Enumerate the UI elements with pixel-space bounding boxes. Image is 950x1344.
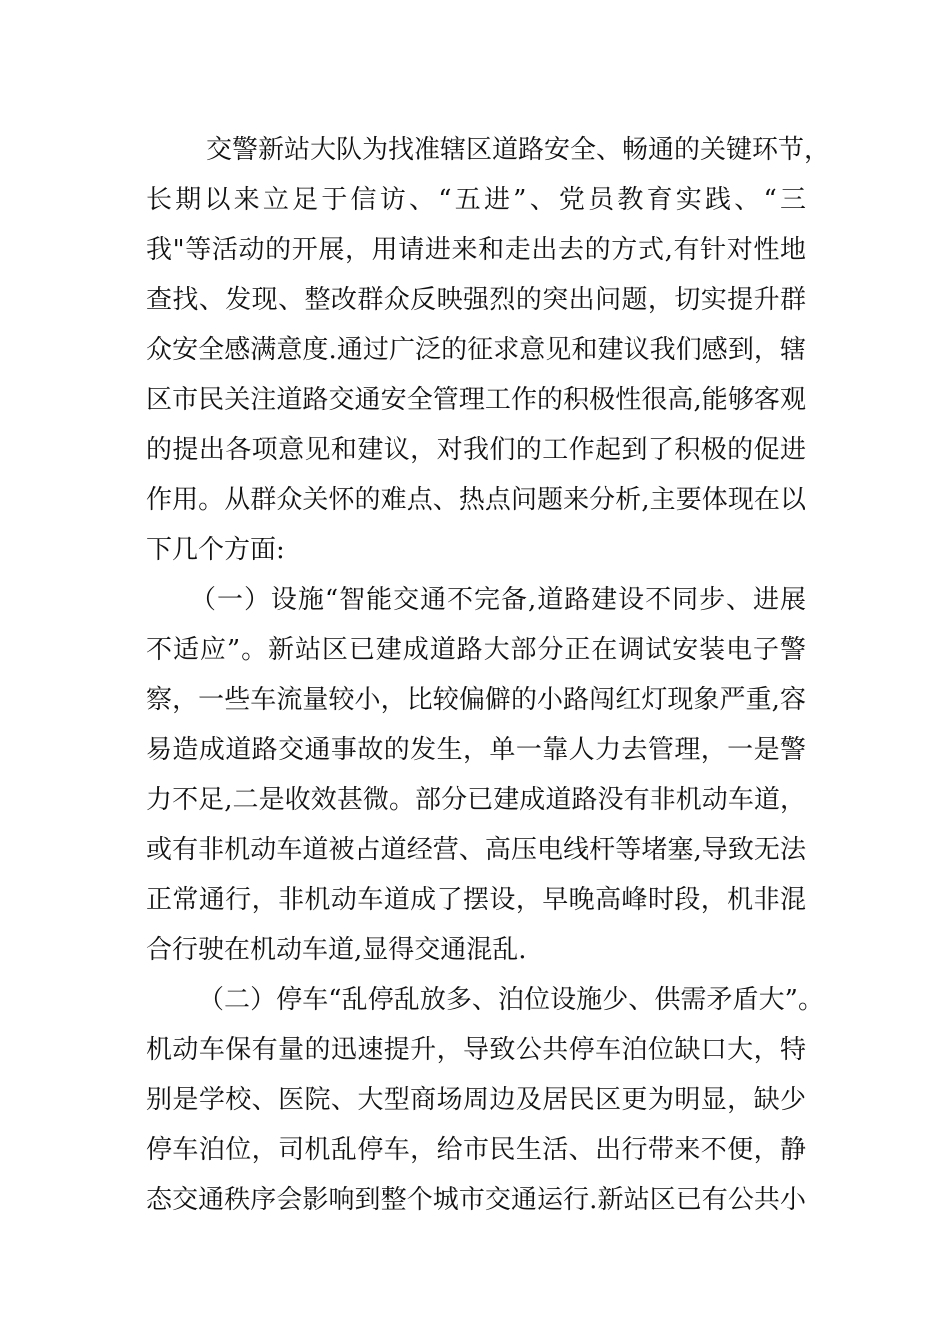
text-line-14: 力不足,二是收效甚微。部分已建成道路没有非机动车道，: [146, 785, 806, 815]
text-line-17: 合行驶在机动车道,显得交通混乱.: [146, 935, 527, 965]
text-line-1: 交警新站大队为找准辖区道路安全、畅通的关键环节，: [206, 135, 831, 165]
text-line-4: 查找、发现、整改群众反映强烈的突出问题，切实提升群: [146, 285, 806, 315]
text-line-11: 不适应”。新站区已建成道路大部分正在调试安装电子警: [146, 635, 806, 665]
text-line-12: 察，一些车流量较小，比较偏僻的小路闯红灯现象严重,容: [146, 685, 806, 715]
text-line-5: 众安全感满意度.通过广泛的征求意见和建议我们感到，辖: [146, 335, 806, 365]
text-line-6: 区市民关注道路交通安全管理工作的积极性很高,能够客观: [146, 385, 806, 415]
text-line-16: 正常通行，非机动车道成了摆设，早晚高峰时段，机非混: [146, 885, 806, 915]
text-line-13: 易造成道路交通事故的发生，单一靠人力去管理，一是警: [146, 735, 806, 765]
text-line-7: 的提出各项意见和建议，对我们的工作起到了积极的促进: [146, 435, 806, 465]
text-line-19: 机动车保有量的迅速提升，导致公共停车泊位缺口大，特: [146, 1035, 806, 1065]
text-line-2: 长期以来立足于信访、“五进”、党员教育实践、“三: [146, 185, 806, 215]
text-line-10: （一）设施“智能交通不完备,道路建设不同步、进展: [190, 585, 806, 615]
text-line-21: 停车泊位，司机乱停车，给市民生活、出行带来不便，静: [146, 1135, 806, 1165]
text-line-8: 作用。从群众关怀的难点、热点问题来分析,主要体现在以: [146, 485, 806, 515]
text-line-3: 我"等活动的开展，用请进来和走出去的方式,有针对性地: [146, 235, 806, 265]
text-line-15: 或有非机动车道被占道经营、高压电线杆等堵塞,导致无法: [146, 835, 806, 865]
text-line-18: （二）停车“乱停乱放多、泊位设施少、供需矛盾大”。: [198, 985, 824, 1015]
text-line-20: 别是学校、医院、大型商场周边及居民区更为明显，缺少: [146, 1085, 806, 1115]
text-line-22: 态交通秩序会影响到整个城市交通运行.新站区已有公共小: [146, 1185, 806, 1215]
text-line-9: 下几个方面:: [146, 535, 285, 565]
